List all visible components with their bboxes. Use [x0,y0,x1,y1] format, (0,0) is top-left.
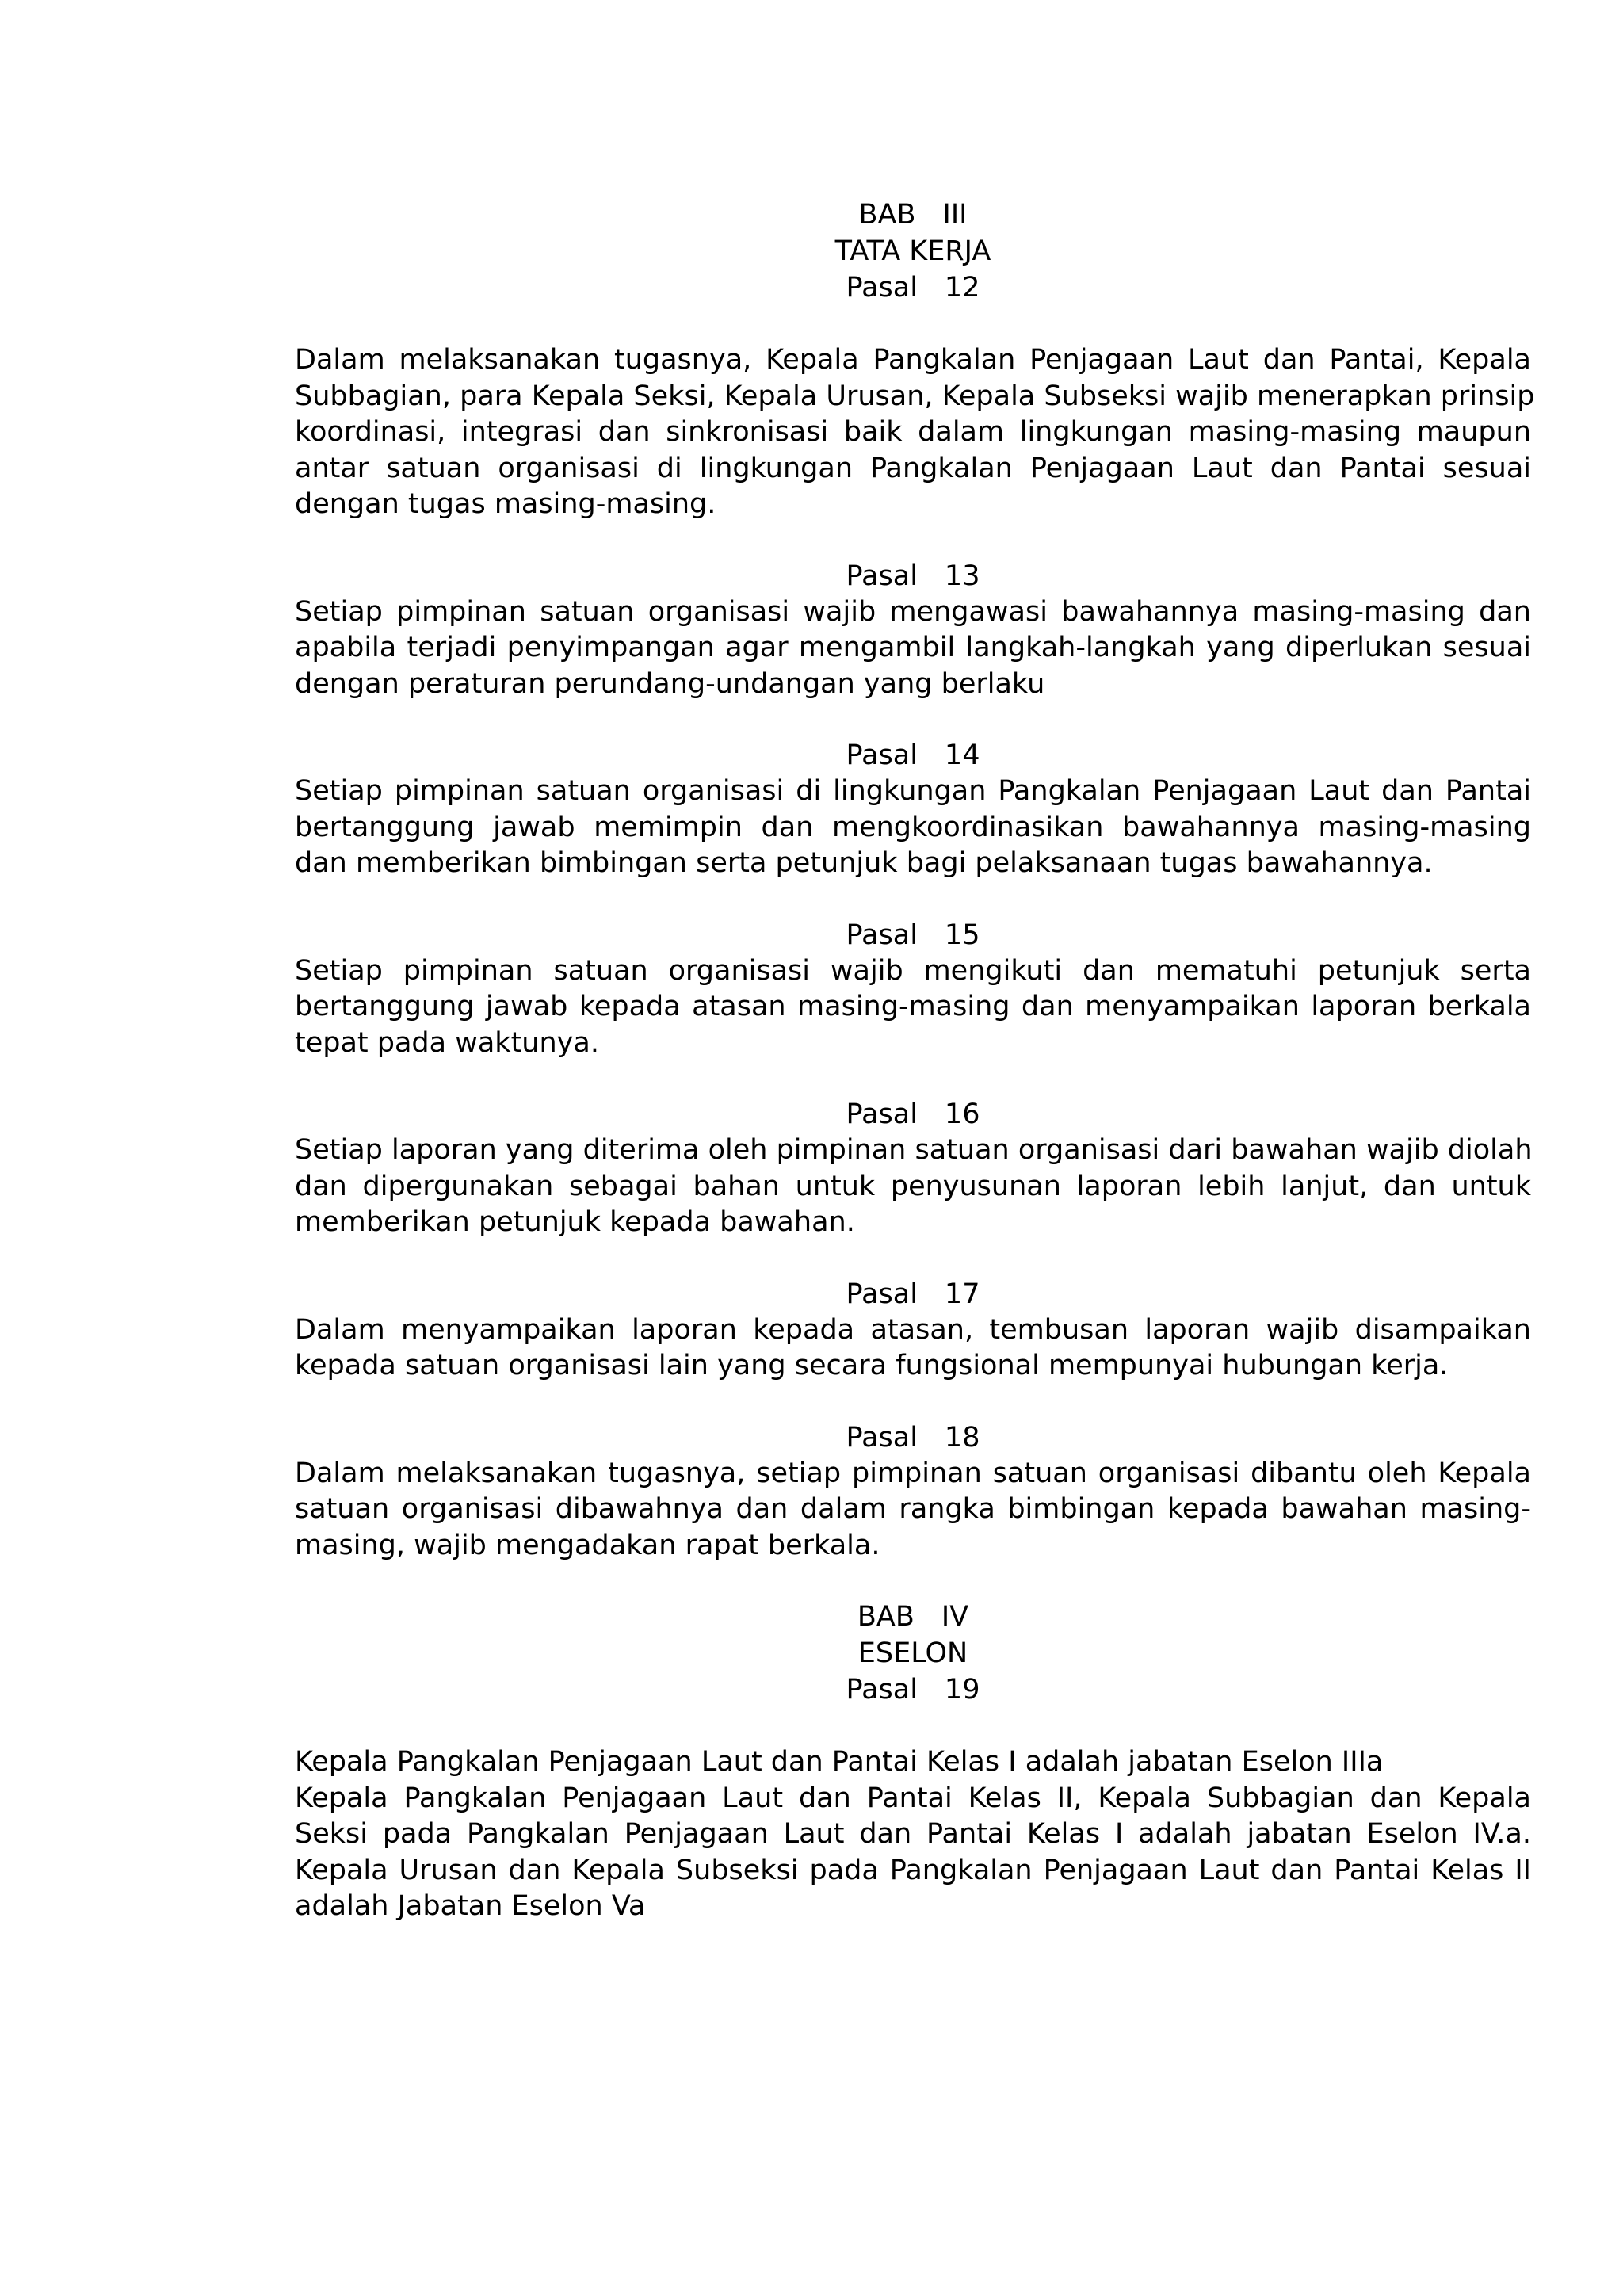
chapter-title-eselon: ESELON [857,1637,968,1669]
body-line: dan dipergunakan sebagai bahan untuk penyusunan laporan lebih lanjut, dan untuk [295,1170,1531,1202]
chapter-number: III [942,199,968,231]
article-body-pasal-12 [295,342,1535,523]
chapter-title-tata-kerja: TATA KERJA [834,235,991,267]
body-line: dan memberikan bimbingan serta petunjuk bagi pelaksanaan tugas bawahannya. [295,847,1433,879]
document-content [295,197,1535,1925]
article-heading-pasal-12: Pasal 12 [846,272,980,304]
article-body-pasal-14 [295,774,1531,882]
body-line: Setiap pimpinan satuan organisasi wajib mengawasi bawahannya masing-masing dan [295,595,1531,628]
body-line: Seksi pada Pangkalan Penjagaan Laut dan Pantai Kelas I adalah jabatan Eselon IV.a. [295,1818,1531,1850]
article-heading-pasal-19: Pasal 19 [846,1674,980,1706]
body-line: Subbagian, para Kepala Seksi, Kepala Urusan, Kepala Subseksi wajib menerapkan prinsip [295,380,1535,412]
body-line: dengan tugas masing-masing. [295,488,716,520]
article-heading-pasal-17: Pasal 17 [846,1278,980,1310]
chapter-number: IV [941,1601,969,1633]
body-line: memberikan petunjuk kepada bawahan. [295,1206,855,1238]
article-body-pasal-18 [295,1456,1531,1564]
body-line: bertanggung jawab memimpin dan mengkoordinasikan bawahannya masing-masing [295,811,1531,843]
body-line: masing, wajib mengadakan rapat berkala. [295,1529,880,1561]
article-heading-pasal-16: Pasal 16 [846,1098,980,1130]
body-line: antar satuan organisasi di lingkungan Pangkalan Penjagaan Laut dan Pantai sesuai [295,452,1531,484]
article-body-pasal-17 [295,1312,1531,1385]
body-line: Dalam melaksanakan tugasnya, setiap pimpinan satuan organisasi dibantu oleh Kepala [295,1457,1531,1489]
body-line: adalah Jabatan Eselon Va [295,1890,646,1922]
chapter-label: BAB [858,199,916,231]
body-line: Dalam menyampaikan laporan kepada atasan, tembusan laporan wajib disampaikan [295,1313,1531,1346]
chapter-heading-bab-4 [295,1599,1531,1635]
body-line: koordinasi, integrasi dan sinkronisasi baik dalam lingkungan masing-masing maupun [295,416,1531,448]
body-line: kepada satuan organisasi lain yang secara fungsional mempunyai hubungan kerja. [295,1350,1449,1381]
body-line: Setiap pimpinan satuan organisasi wajib mengikuti dan mematuhi petunjuk serta [295,954,1531,987]
body-line: satuan organisasi dibawahnya dan dalam rangka bimbingan kepada bawahan masing- [295,1493,1531,1525]
body-line: tepat pada waktunya. [295,1026,599,1059]
body-line: Dalam melaksanakan tugasnya, Kepala Pangkalan Penjagaan Laut dan Pantai, Kepala [295,344,1531,376]
body-line: dengan peraturan perundang-undangan yang berlaku [295,667,1045,700]
article-heading-pasal-14: Pasal 14 [846,739,980,771]
body-line: Kepala Pangkalan Penjagaan Laut dan Pantai Kelas II, Kepala Subbagian dan Kepala [295,1782,1531,1814]
body-line: apabila terjadi penyimpangan agar mengambil langkah-langkah yang diperlukan sesuai [295,632,1531,663]
article-heading-pasal-15: Pasal 15 [846,919,980,951]
article-body-pasal-15 [295,953,1531,1062]
body-line: Setiap laporan yang diterima oleh pimpinan satuan organisasi dari bawahan wajib diolah [295,1134,1533,1166]
chapter-label: BAB [857,1601,915,1633]
chapter-heading-bab-3 [295,197,1531,233]
body-line: bertanggung jawab kepada atasan masing-masing dan menyampaikan laporan berkala [295,991,1531,1022]
body-line: Kepala Pangkalan Penjagaan Laut dan Pantai Kelas I adalah jabatan Eselon IIIa [295,1746,1384,1778]
body-line: Setiap pimpinan satuan organisasi di lingkungan Pangkalan Penjagaan Laut dan Pantai [295,775,1531,807]
article-body-pasal-16 [295,1133,1531,1241]
article-heading-pasal-13: Pasal 13 [846,560,980,592]
article-body-pasal-19 [295,1744,1531,1925]
body-line: Kepala Urusan dan Kepala Subseksi pada Pangkalan Penjagaan Laut dan Pantai Kelas II [295,1854,1531,1886]
article-body-pasal-13 [295,594,1531,703]
article-heading-pasal-18: Pasal 18 [846,1421,980,1454]
